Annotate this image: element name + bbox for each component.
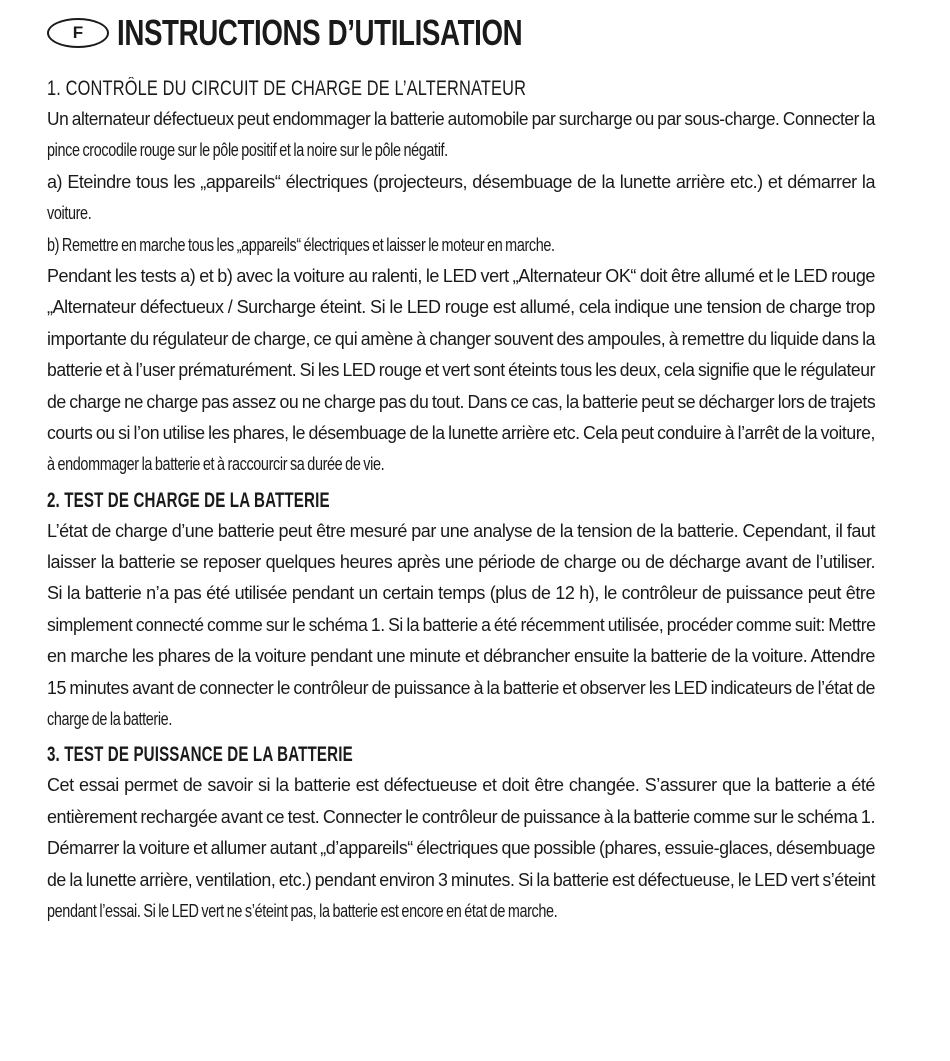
paragraph-line: charge de la batterie. <box>47 709 172 730</box>
section-alternator-check <box>47 74 875 481</box>
paragraph-line: batterie et à l’user prématurément. Si les LED rouge et vert sont éteints tous les deux, cela signifie que le régulateur <box>47 360 875 381</box>
document-page <box>47 10 875 927</box>
paragraph-line: laisser la batterie se reposer quelques heures après une période de charge ou de décharge avant de l’utiliser. <box>47 552 875 573</box>
paragraph-line: Pendant les tests a) et b) avec la voiture au ralenti, le LED vert „Alternateur OK“ doit être allumé et le LED rouge <box>47 265 875 286</box>
paragraph-line: Si la batterie n’a pas été utilisée pendant un certain temps (plus de 12 h), le contrôleur de puissance peut être <box>47 583 875 604</box>
section-heading: 3. TEST DE PUISSANCE DE LA BATTERIE <box>47 743 353 767</box>
paragraph-line: Cet essai permet de savoir si la batterie est défectueuse et doit être changée. S’assurer que la batterie a été <box>47 775 875 796</box>
paragraph-line: 15 minutes avant de connecter le contrôleur de puissance à la batterie et observer les LED indicateurs de l’état de <box>47 677 875 698</box>
section-heading: 1. CONTRÔLE DU CIRCUIT DE CHARGE DE L’ALTERNATEUR <box>47 77 527 100</box>
paragraph-line: Démarrer la voiture et allumer autant „d’appareils“ électriques que possible (phares, essuie-glaces, désembuage <box>47 838 875 859</box>
paragraph-line: L’état de charge d’une batterie peut être mesuré par une analyse de la tension de la batterie. Cependant, il faut <box>47 520 875 541</box>
section-battery-charge-test <box>47 486 875 736</box>
paragraph-line: pendant l’essai. Si le LED vert ne s’éteint pas, la batterie est encore en état de marche. <box>47 900 558 921</box>
paragraph-line: pince crocodile rouge sur le pôle positif et la noire sur le pôle négatif. <box>47 140 448 161</box>
paragraph-line: a) Eteindre tous les „appareils“ électriques (projecteurs, désembuage de la lunette arrière etc.) et démarrer la <box>47 171 875 192</box>
paragraph-line: importante du régulateur de charge, ce qui amène à changer souvent des ampoules, à remettre du liquide dans la <box>47 328 876 349</box>
paragraph-line: à endommager la batterie et à raccourcir sa durée de vie. <box>47 454 385 475</box>
paragraph-line: simplement connecté comme sur le schéma 1. Si la batterie a été récemment utilisée, procéder comme suit: Mettre <box>47 614 876 635</box>
paragraph-line: courts ou si l’on utilise les phares, le désembuage de la lunette arrière etc. Cela peut conduire à l’arrêt de la voiture, <box>47 422 875 443</box>
paragraph-line: „Alternateur défectueux / Surcharge éteint. Si le LED rouge est allumé, cela indique une tension de charge trop <box>47 297 875 318</box>
paragraph-line: entièrement rechargée avant ce test. Connecter le contrôleur de puissance à la batterie comme sur le schéma 1. <box>47 806 875 827</box>
paragraph-line: Un alternateur défectueux peut endommager la batterie automobile par surcharge ou par sous-charge. Connecter la <box>47 109 875 129</box>
paragraph-line: de charge ne charge pas assez ou ne charge pas du tout. Dans ce cas, la batterie peut se décharger lors de trajets <box>47 391 876 412</box>
page-header <box>47 10 875 56</box>
page-title: INSTRUCTIONS D’UTILISATION <box>117 12 523 53</box>
paragraph-line: en marche les phares de la voiture pendant une minute et débrancher ensuite la batterie de la voiture. Attendre <box>47 646 875 667</box>
paragraph-line: b) Remettre en marche tous les „appareils“ électriques et laisser le moteur en marche. <box>47 234 555 255</box>
language-badge: F <box>47 18 109 48</box>
paragraph-line: voiture. <box>47 203 92 224</box>
paragraph-line: de la lunette arrière, ventilation, etc.) pendant environ 3 minutes. Si la batterie est défectueuse, le LED vert s’éteint <box>47 869 876 890</box>
section-heading: 2. TEST DE CHARGE DE LA BATTERIE <box>47 488 330 512</box>
section-battery-power-test <box>47 740 875 927</box>
